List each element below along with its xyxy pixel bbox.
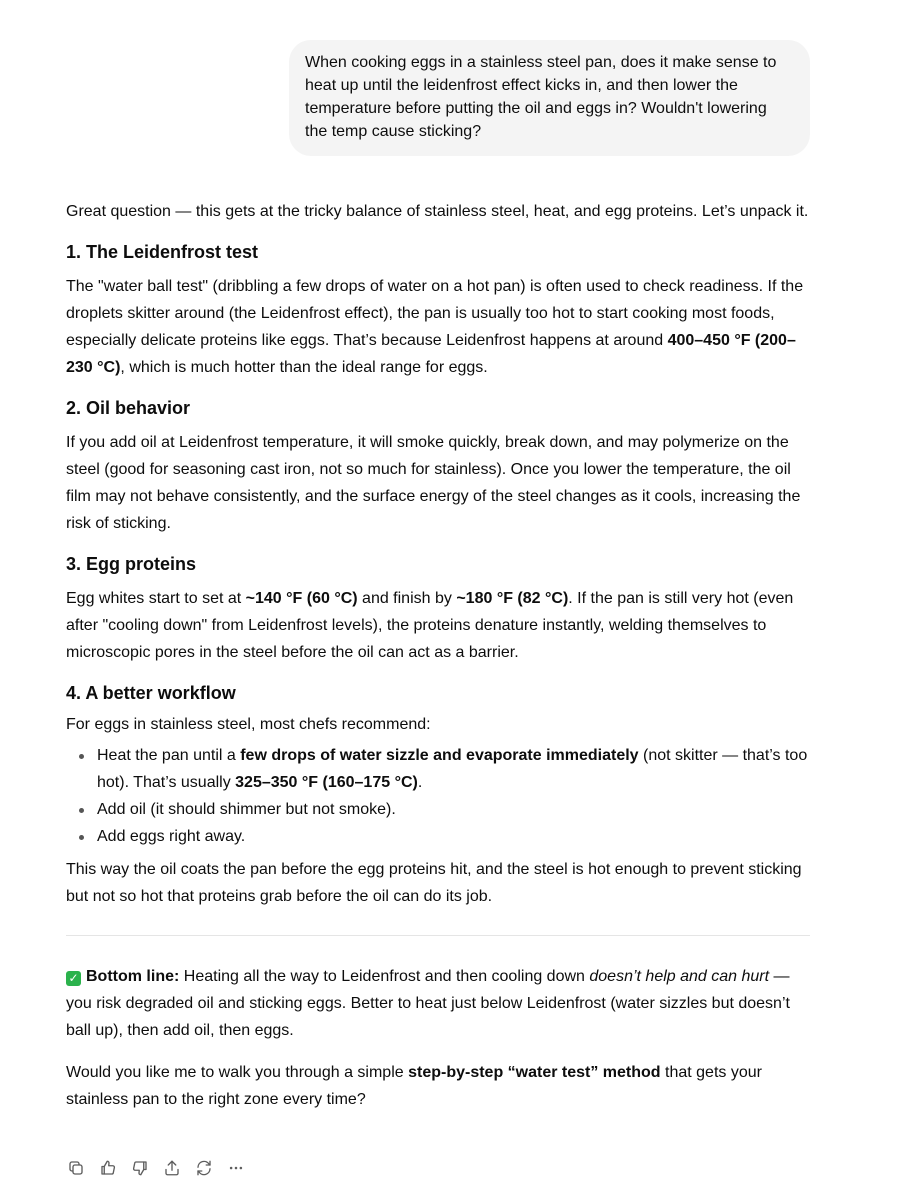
section-heading: 4. A better workflow — [66, 683, 236, 703]
section-lead: For eggs in stainless steel, most chefs recommend: — [66, 716, 431, 733]
thumbs-down-icon[interactable] — [128, 1156, 152, 1180]
section-workflow — [66, 680, 810, 910]
thumbs-up-icon[interactable] — [96, 1156, 120, 1180]
assistant-response — [66, 198, 810, 1113]
section-leidenfrost — [66, 239, 810, 381]
list-item: Add oil (it should shimmer but not smoke). — [66, 796, 810, 823]
regenerate-icon[interactable] — [192, 1156, 216, 1180]
list-item: Heat the pan until a few drops of water sizzle and evaporate immediately (not skitter — that’s too hot). That’s usually 325–350 °F (160–175 °C). — [66, 742, 810, 796]
user-message-text: When cooking eggs in a stainless steel pan, does it make sense to heat up until the leidenfrost effect kicks in, and then lower the temperature before putting the oil and eggs in? Wouldn't lowering the temp cause sticking? — [305, 54, 777, 140]
user-message-bubble — [289, 40, 810, 156]
workflow-list — [66, 742, 810, 850]
copy-icon[interactable] — [64, 1156, 88, 1180]
section-paragraph: The "water ball test" (dribbling a few drops of water on a hot pan) is often used to check readiness. If the droplets skitter around (the Leidenfrost effect), the pan is usually too hot to start cooking most foods, especially delicate proteins like eggs. That’s because Leidenfrost happens at around 400–450 °F (200–230 °C), which is much hotter than the ideal range for eggs. — [66, 278, 804, 376]
section-egg-proteins — [66, 551, 810, 666]
message-actions-toolbar — [64, 1156, 248, 1180]
bottom-line-paragraph: ✓ Bottom line: Heating all the way to Leidenfrost and then cooling down doesn’t help and can hurt — you risk degraded oil and sticking eggs. Better to heat just below Leidenfrost (water sizzles but doesn’t ball up), then add oil, then eggs. — [66, 968, 790, 1039]
more-icon[interactable] — [224, 1156, 248, 1180]
response-intro: Great question — this gets at the tricky balance of stainless steel, heat, and egg proteins. Let’s unpack it. — [66, 203, 809, 220]
check-mark-icon: ✓ — [66, 971, 81, 986]
share-icon[interactable] — [160, 1156, 184, 1180]
section-heading: 2. Oil behavior — [66, 398, 191, 418]
followup-question: Would you like me to walk you through a simple step-by-step “water test” method that gets your stainless pan to the right zone every time? — [66, 1064, 762, 1108]
section-closing: This way the oil coats the pan before the egg proteins hit, and the steel is hot enough to prevent sticking but not so hot that proteins grab before the oil can do its job. — [66, 861, 802, 905]
section-oil-behavior — [66, 395, 810, 537]
section-heading: 1. The Leidenfrost test — [66, 242, 259, 262]
section-paragraph: Egg whites start to set at ~140 °F (60 °C) and finish by ~180 °F (82 °C). If the pan is still very hot (even after "cooling down" from Leidenfrost levels), the proteins denature instantly, welding themselves to microscopic pores in the steel before the oil can act as a barrier. — [66, 590, 794, 661]
list-item: Add eggs right away. — [66, 823, 810, 850]
divider — [66, 935, 810, 936]
section-paragraph: If you add oil at Leidenfrost temperature, it will smoke quickly, break down, and may polymerize on the steel (good for seasoning cast iron, not so much for stainless). Once you lower the temperature, the oil film may not behave consistently, and the surface energy of the steel changes as it cools, increasing the risk of sticking. — [66, 434, 801, 532]
section-heading: 3. Egg proteins — [66, 554, 197, 574]
